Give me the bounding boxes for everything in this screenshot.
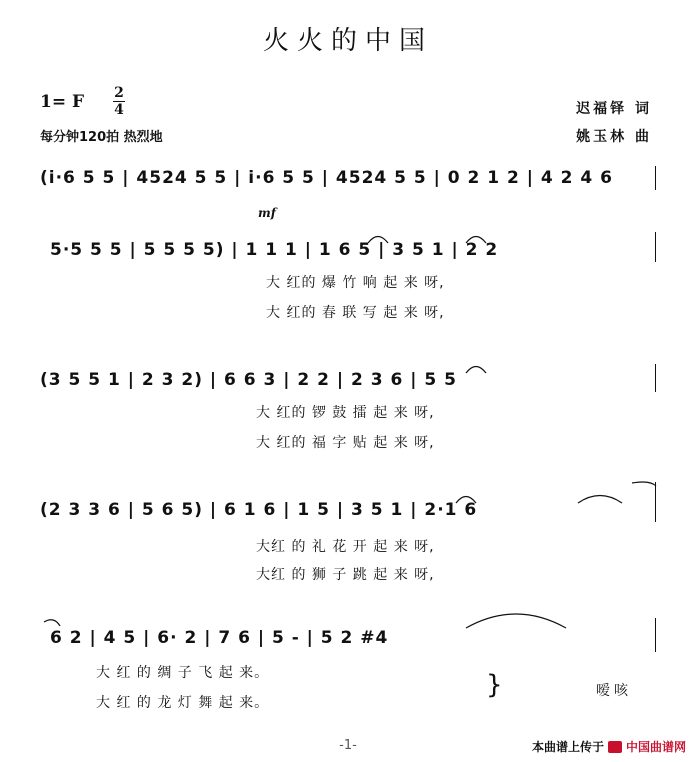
lyric-row-3-verse-2: 大 红的 福 字 贴 起 来 呀, — [256, 435, 435, 451]
notation-row-1: (i·6 5 5 | 4524 5 5 | i·6 5 5 | 4524 5 5 | 0 2 1 2 | 4 2 4 6 — [40, 168, 613, 188]
notation-row-3: (3 5 5 1 | 2 3 2) | 6 6 3 | 2 2 | 2 3 6 | 5 5 — [40, 370, 457, 390]
source-prefix: 本曲谱上传于 — [531, 740, 604, 754]
lyric-row-3-verse-1: 大 红的 锣 鼓 擂 起 来 呀, — [256, 405, 435, 421]
lyric-row-2-verse-2: 大 红的 春 联 写 起 来 呀, — [266, 305, 445, 321]
composer-credit: 姚玉林 曲 — [576, 129, 652, 145]
site-logo-icon — [608, 741, 622, 753]
lyricist-credit: 迟福铎 词 — [576, 101, 652, 117]
source-attribution — [532, 738, 686, 755]
notation-row-4: (2 3 3 6 | 5 6 5) | 6 1 6 | 1 5 | 3 5 1 | 2·1 6 — [40, 500, 478, 520]
key-signature: 1= F — [40, 92, 85, 112]
source-site-name[interactable]: 中国曲谱网 — [625, 740, 686, 754]
tempo-marking: 每分钟120拍 热烈地 — [40, 130, 163, 145]
lyric-row-4-verse-2: 大红 的 狮 子 跳 起 来 呀, — [256, 567, 435, 583]
notation-row-2: 5·5 5 5 | 5 5 5 5) | 1 1 1 | 1 6 5 | 3 5 1 | 2 2 — [50, 240, 499, 260]
page-number: -1- — [339, 738, 357, 753]
meter-bottom: 4 — [114, 102, 124, 118]
lyric-row-5-verse-2: 大 红 的 龙 灯 舞 起 来。 — [96, 695, 270, 711]
interjection: 嗳咳 — [596, 683, 632, 699]
dynamic-marking: mf — [258, 206, 276, 220]
song-title: 火火的中国 — [262, 26, 433, 56]
lyric-row-2-verse-1: 大 红的 爆 竹 响 起 来 呀, — [266, 275, 445, 291]
meter-top: 2 — [114, 85, 124, 101]
notation-row-5: 6 2 | 4 5 | 6· 2 | 7 6 | 5 - | 5 2 #4 — [50, 628, 389, 648]
lyric-row-4-verse-1: 大红 的 礼 花 开 起 来 呀, — [256, 539, 435, 555]
verse-brace: } — [486, 670, 503, 700]
lyric-row-5-verse-1: 大 红 的 绸 子 飞 起 来。 — [96, 665, 270, 681]
